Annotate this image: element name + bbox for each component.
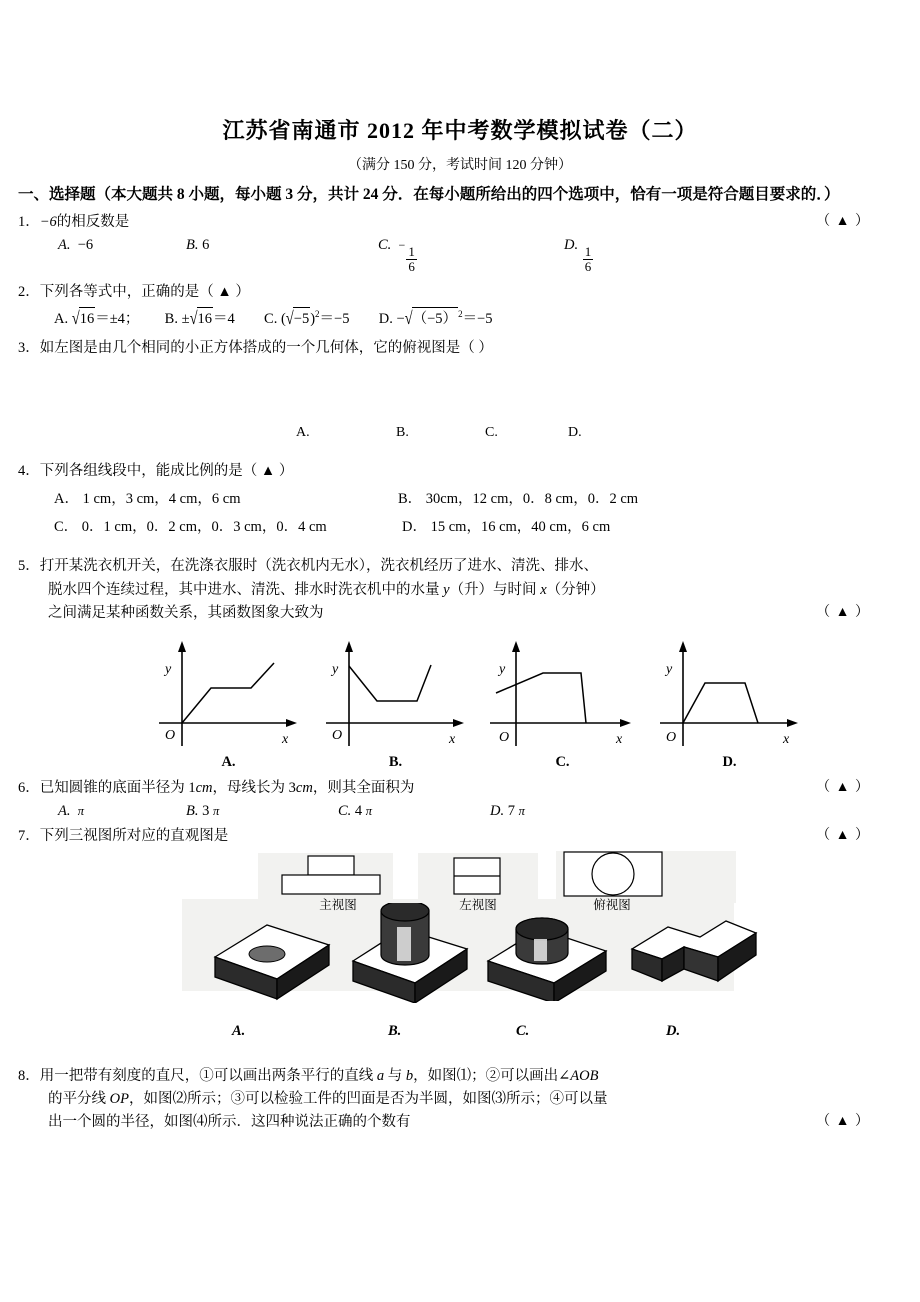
question-3-choice-b[interactable]: B. bbox=[396, 424, 409, 440]
question-3-choice-c[interactable]: C. bbox=[485, 424, 498, 440]
solid-option-d[interactable] bbox=[622, 905, 762, 1001]
page-title: 江苏省南通市 2012 年中考数学模拟试卷（二） bbox=[222, 118, 698, 143]
question-2-option-b: B. ±√16＝4 bbox=[165, 311, 235, 327]
question-3 bbox=[0, 337, 920, 448]
graph-d-svg bbox=[655, 631, 805, 751]
question-2-options bbox=[18, 307, 898, 331]
question-3-number: 3． bbox=[18, 339, 40, 356]
top-view-label: 俯视图 bbox=[593, 897, 631, 912]
question-2-stem bbox=[18, 281, 898, 304]
question-7-option-c-label[interactable]: C. bbox=[516, 1022, 530, 1039]
graph-a-svg bbox=[154, 631, 304, 751]
question-8-line-3: 出一个圆的半径，如图⑷所示．这四种说法正确的个数有 （ ▲ ） bbox=[18, 1111, 898, 1134]
question-7-option-b-label[interactable]: B. bbox=[388, 1022, 402, 1039]
question-4-options-row-2 bbox=[18, 516, 898, 539]
question-4-option-b: B． 30cm，12 cm，0．8 cm，0．2 cm bbox=[398, 491, 639, 508]
question-1-stem bbox=[18, 211, 898, 234]
question-1-value: −6 bbox=[39, 213, 57, 230]
svg-text:x: x bbox=[615, 732, 622, 748]
question-5-line-2: 脱水四个连续过程，其中进水、清洗、排水时洗衣机中的水量 y（升）与时间 x（分钟） bbox=[48, 581, 605, 598]
question-3-choice-d[interactable]: D. bbox=[568, 424, 582, 440]
question-5-graphs bbox=[0, 631, 920, 771]
question-5-number: 5． bbox=[18, 558, 40, 575]
question-1-text: 的相反数是 bbox=[56, 213, 130, 230]
question-1-option-a: A. −6 bbox=[58, 236, 94, 253]
question-7-figure bbox=[0, 851, 920, 1063]
svg-text:O: O bbox=[331, 728, 342, 744]
question-7-number: 7． bbox=[18, 828, 40, 845]
graph-option-a[interactable] bbox=[145, 631, 312, 771]
question-5-line-1 bbox=[18, 555, 898, 578]
question-8-number: 8． bbox=[18, 1067, 40, 1084]
svg-text:y: y bbox=[331, 662, 338, 678]
svg-text:x: x bbox=[448, 732, 455, 748]
question-5-answer-mark: （ ▲ ） bbox=[816, 604, 870, 620]
question-4-option-c: C． 0．1 cm，0．2 cm，0．3 cm，0．4 cm bbox=[54, 519, 327, 536]
question-3-text: 如左图是由几个相同的小正方体搭成的一个几何体，它的俯视图是（ ） bbox=[39, 339, 493, 356]
question-2-option-a: A. √16＝±4； bbox=[54, 311, 139, 327]
svg-text:y: y bbox=[665, 662, 672, 678]
side-view-label: 左视图 bbox=[459, 897, 497, 912]
question-2-option-d: D. $-√(-5)^2=-5$ bbox=[379, 311, 493, 327]
question-6-option-d: D. 7 π bbox=[490, 803, 525, 820]
graph-option-b[interactable] bbox=[312, 631, 479, 771]
question-6-option-a: A. π bbox=[58, 803, 84, 820]
question-7-option-labels bbox=[0, 1023, 920, 1047]
question-7 bbox=[0, 825, 920, 848]
question-6-option-b: B. 3 π bbox=[186, 803, 220, 820]
question-4-option-d: D． 15 cm，16 cm，40 cm，6 cm bbox=[402, 519, 611, 536]
question-6-options bbox=[18, 800, 898, 823]
question-2-text: 下列各等式中，正确的是（ ▲ ） bbox=[39, 284, 250, 301]
graph-option-d[interactable] bbox=[646, 631, 813, 771]
question-4-number: 4． bbox=[18, 462, 40, 479]
graph-b-label: B. bbox=[388, 754, 403, 771]
question-5 bbox=[0, 555, 920, 625]
svg-text:O: O bbox=[498, 730, 509, 746]
exam-subtitle: （满分 150 分，考试时间 120 分钟） bbox=[348, 158, 572, 174]
question-8-line-2: 的平分线 OP，如图⑵所示；③可以检验工件的凹面是否为半圆，如图⑶所示；④可以量 bbox=[48, 1090, 608, 1107]
svg-text:x: x bbox=[782, 732, 789, 748]
front-view-label: 主视图 bbox=[319, 897, 357, 912]
question-7-text: 下列三视图所对应的直观图是 bbox=[39, 828, 229, 845]
question-6-answer-mark: （ ▲ ） bbox=[816, 780, 870, 796]
question-4-options-row-1 bbox=[18, 488, 898, 511]
solid-option-c[interactable] bbox=[480, 909, 620, 1001]
graph-a-label: A. bbox=[221, 754, 236, 771]
question-1-option-d: D. $\frac{1}{6}$ bbox=[564, 236, 592, 274]
question-1-options bbox=[18, 234, 898, 273]
question-2-option-c: C. $(√-5)^2=-5$ bbox=[264, 311, 349, 327]
question-3-stem bbox=[18, 337, 898, 360]
section-heading: 一、选择题（本大题共 8 小题，每小题 3 分，共计 24 分．在每小题所给出的四个选项中，恰有一项是符合题目要求的．） bbox=[18, 186, 840, 204]
question-6-stem: 6．已知圆锥的底面半径为 1cm，母线长为 3cm，则其全面积为 （ ▲ ） bbox=[18, 777, 898, 800]
question-1-option-b: B. 6 bbox=[186, 236, 210, 253]
graph-c-label: C. bbox=[555, 754, 570, 771]
question-5-line-3: 之间满足某种函数关系，其函数图象大致为 （ ▲ ） bbox=[18, 602, 898, 625]
svg-text:x: x bbox=[281, 732, 288, 748]
question-7-option-a-label[interactable]: A. bbox=[232, 1022, 246, 1039]
question-3-choice-a[interactable]: A. bbox=[296, 424, 310, 440]
svg-text:y: y bbox=[164, 662, 171, 678]
question-6-number: 6． bbox=[18, 780, 40, 797]
question-7-answer-mark: （ ▲ ） bbox=[816, 828, 870, 844]
question-3-choices bbox=[18, 422, 898, 448]
question-2 bbox=[0, 281, 920, 330]
question-1-answer-mark: （ ▲ ） bbox=[816, 213, 870, 229]
question-1 bbox=[0, 211, 920, 274]
svg-text:y: y bbox=[498, 662, 505, 678]
question-4-stem bbox=[18, 460, 898, 483]
question-6-option-c: C. 4 π bbox=[338, 803, 373, 820]
graph-c-svg bbox=[488, 631, 638, 751]
question-8-line-1: 8．用一把带有刻度的直尺，①可以画出两条平行的直线 a 与 b，如图⑴；②可以画出∠AOB bbox=[18, 1067, 599, 1084]
solid-option-a[interactable] bbox=[205, 913, 340, 1001]
svg-text:O: O bbox=[665, 730, 676, 746]
question-7-stem bbox=[18, 825, 898, 848]
question-4 bbox=[0, 460, 920, 540]
graph-d-label: D. bbox=[722, 754, 737, 771]
question-5-text-1: 打开某洗衣机开关，在洗涤衣服时（洗衣机内无水），洗衣机经历了进水、清洗、排水、 bbox=[39, 558, 598, 575]
question-7-option-d-label[interactable]: D. bbox=[666, 1022, 681, 1039]
question-4-text: 下列各组线段中，能成比例的是（ ▲ ） bbox=[39, 462, 294, 479]
question-3-figure-area bbox=[18, 360, 898, 422]
question-1-option-c: C. − $\frac{1}{6}$ bbox=[378, 236, 415, 274]
question-6 bbox=[0, 777, 920, 823]
question-2-number: 2． bbox=[18, 284, 40, 301]
svg-text:O: O bbox=[164, 728, 175, 744]
graph-option-c[interactable] bbox=[479, 631, 646, 771]
question-8-answer-mark: （ ▲ ） bbox=[816, 1113, 870, 1129]
graph-b-svg bbox=[321, 631, 471, 751]
question-8 bbox=[0, 1065, 920, 1135]
question-1-number: 1． bbox=[18, 213, 40, 230]
solid-option-b[interactable] bbox=[345, 903, 480, 1003]
question-4-option-a: A． 1 cm，3 cm，4 cm，6 cm bbox=[54, 491, 241, 508]
